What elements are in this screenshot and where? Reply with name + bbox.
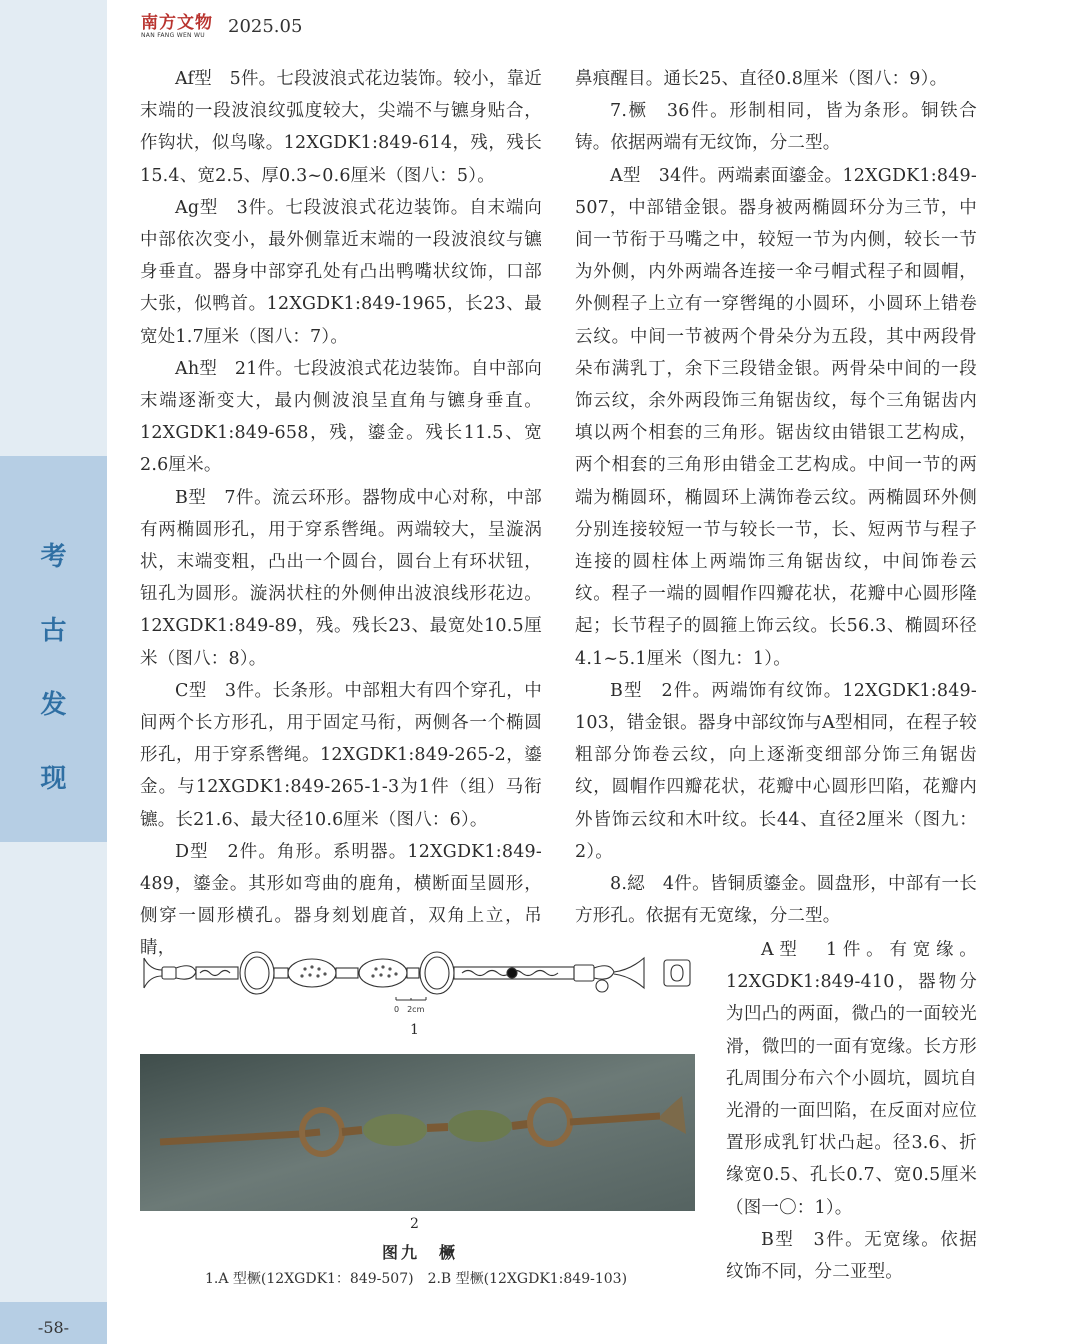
journal-logo: [141, 14, 215, 40]
section-title: [0, 520, 107, 816]
figure-label-2: 2: [410, 1216, 419, 1232]
paragraph: 8.綛 4件。皆铜质鎏金。圆盘形，中部有一长方形孔。依据有无宽缘，分二型。: [575, 874, 977, 927]
paragraph: Ah型 21件。七段波浪式花边装饰。自中部向末端逐渐变大，最内侧波浪呈直角与镳身垂直。12XGDK1:849-658，残，鎏金。残长11.5、宽2.6厘米。: [140, 358, 542, 476]
paragraph: B型 7件。流云环形。器物成中心对称，中部有两椭圆形孔，用于穿系辔绳。两端较大，呈漩涡状，末端变粗，凸出一个圆台，圆台上有环状钮，钮孔为圆形。漩涡状柱的外侧伸出波浪线形花边。12XGDK1:849-89，残。残长23、最宽处10.5厘米（图八：8）。: [140, 487, 542, 669]
figure-caption: 1.A 型橛(12XGDK1：849-507) 2.B 型橛(12XGDK1:849-103): [205, 1271, 628, 1287]
section-char: 古: [40, 616, 67, 646]
paragraph: 鼻痕醒目。通长25、直径0.8厘米（图八：9）。: [575, 69, 948, 89]
figure-title: 图九 橛: [382, 1243, 459, 1262]
section-char: 现: [40, 764, 67, 794]
text-column-right: [575, 63, 977, 932]
section-char: 发: [40, 690, 67, 720]
paragraph: A型 1件。有宽缘。12XGDK1:849-410，器物分为凹凸的两面，微凸的一面较光滑，微凹的一面有宽缘。长方形孔周围分布六个小圆坑，圆坑自光滑的一面凹陷，在反面对应位置形成乳钉状凸起。径3.6、折缘宽0.5、孔长0.7、宽0.5厘米（图一〇：1）。: [726, 940, 977, 1218]
scale-bar-label: 0 2cm: [394, 1005, 425, 1014]
artifact-photo: [140, 1054, 695, 1211]
paragraph: Af型 5件。七段波浪式花边装饰。较小，靠近末端的一段波浪纹弧度较大，尖端不与镳身贴合，作钩状，似鸟喙。12XGDK1:849-614，残，残长15.4、宽2.5、厚0.3~0.6厘米（图八：5）。: [140, 69, 542, 186]
artifact-photo-image: [140, 1054, 695, 1211]
paragraph: Ag型 3件。七段波浪式花边装饰。自末端向中部依次变小，最外侧靠近末端的一段波浪纹与镳身垂直。器身中部穿孔处有凸出鸭嘴状纹饰，口部大张，似鸭首。12XGDK1:849-1965，长23、最宽处1.7厘米（图八：7）。: [140, 197, 542, 347]
issue-number: 2025.05: [228, 16, 303, 37]
logo-english: NAN FANG WEN WU: [141, 32, 205, 39]
text-column-narrow: [726, 934, 977, 1288]
text-column-left: [140, 63, 542, 965]
figure-label-1: 1: [410, 1022, 419, 1038]
paragraph: C型 3件。长条形。中部粗大有四个穿孔，中间两个长方形孔，用于固定马衔，两侧各一个椭圆形孔，用于穿系辔绳。12XGDK1:849-265-2，鎏金。与12XGDK1:849-265-1-3为1件（组）马衔镳。长21.6、最大径10.6厘米（图八：6）。: [140, 680, 542, 830]
line-drawing-figure: [140, 950, 692, 1020]
section-char: 考: [40, 542, 67, 572]
paragraph: A型 34件。两端素面鎏金。12XGDK1:849-507，中部错金银。器身被两椭圆环分为三节，中间一节衔于马嘴之中，较短一节为内侧，较长一节为外侧，内外两端各连接一伞弓帽式程子和圆帽，外侧程子上立有一穿辔绳的小圆环，小圆环上错卷云纹。中间一节被两个骨朵分为五段，其中两段骨朵布满乳丁，余下三段错金银。两骨朵中间的一段饰云纹，余外两段饰三角锯齿纹，每个三角锯齿内填以两个相套的三角形。锯齿纹由错银工艺构成，两个相套的三角形由错金工艺构成。中间一节的两端为椭圆环，椭圆环上满饰卷云纹。两椭圆环外侧分别连接较短一节与较长一节，长、短两节与程子连接的圆柱体上两端饰三角锯齿纹，中间饰卷云纹。程子一端的圆帽作四瓣花状，花瓣中心圆形隆起；长节程子的圆箍上饰云纹。长56.3、椭圆环径4.1~5.1厘米（图九：1）。: [575, 165, 977, 669]
paragraph: B型 3件。无宽缘。依据纹饰不同，分二亚型。: [726, 1229, 977, 1283]
sidebar: [0, 0, 107, 1344]
paragraph: D型 2件。角形。系明器。12XGDK1:849-489，鎏金。其形如弯曲的鹿角，横断面呈圆形，侧穿一圆形横孔。器身刻划鹿首，双角上立，吊睛，: [140, 841, 542, 959]
paragraph: 7.橛 36件。形制相同，皆为条形。铜铁合铸。依据两端有无纹饰，分二型。: [575, 101, 977, 154]
paragraph: B型 2件。两端饰有纹饰。12XGDK1:849-103，错金银。器身中部纹饰与A型相同，在程子较粗部分饰卷云纹，向上逐渐变细部分饰三角锯齿纹，圆帽作四瓣花状，花瓣中心圆形凹陷，花瓣内外皆饰云纹和木叶纹。长44、直径2厘米（图九：2）。: [575, 680, 977, 862]
page-number: -58-: [37, 1318, 70, 1337]
logo-chinese: 南方文物: [141, 13, 213, 33]
